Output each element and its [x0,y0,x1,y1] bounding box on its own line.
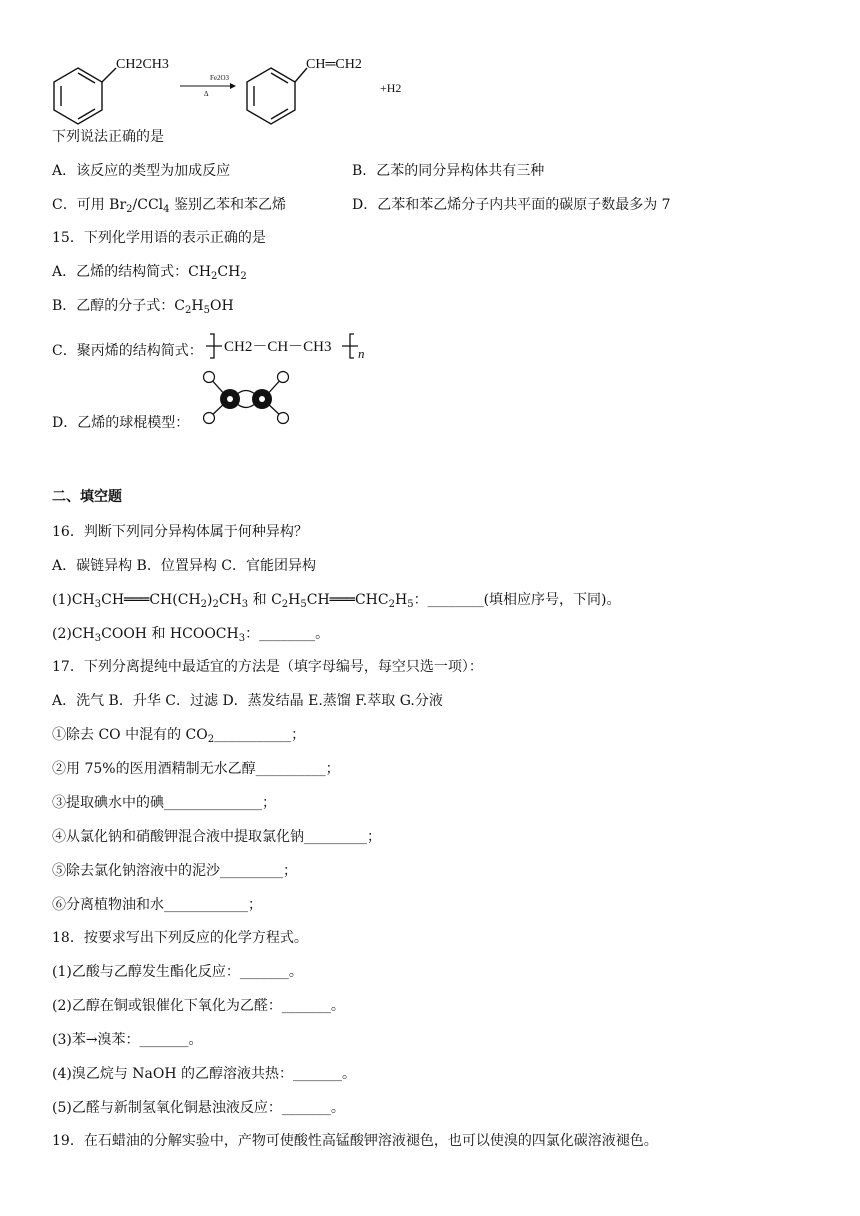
section-title-fill-in: 二、填空题 [52,489,122,505]
polymer-degree-n: n [358,346,364,361]
q14-option-b: B．乙苯的同分异构体共有三种 [352,163,545,179]
ethylbenzene-structure [54,68,116,124]
q18-item-2: (2)乙醇在铜或银催化下氧化为乙醛：_______。 [52,998,345,1014]
q17-item-4: ④从氯化钠和硝酸钾混合液中提取氯化钠_________； [52,829,381,845]
reactant-ethyl-group: CH2CH3 [116,57,169,72]
styrene-structure [247,68,307,124]
q18-item-5: (5)乙醛与新制氢氧化铜悬浊液反应：_______。 [52,1100,345,1116]
q18-item-1: (1)乙酸与乙醇发生酯化反应：_______。 [52,964,303,980]
q19-stem: 19．在石蜡油的分解实验中，产物可使酸性高锰酸钾溶液褪色，也可以使溴的四氯化碳溶液褪色。 [52,1133,658,1149]
q17-options: A．洗气 B．升华 C．过滤 D．蒸发结晶 E.蒸馏 F.萃取 G.分液 [52,693,443,709]
q16-options: A．碳链异构 B．位置异构 C．官能团异构 [52,558,317,574]
q14-stem: 下列说法正确的是 [52,129,164,145]
q18-item-4: (4)溴乙烷与 NaOH 的乙醇溶液共热：_______。 [52,1066,357,1082]
ethylene-ball-stick-model [196,368,296,428]
q17-item-5: ⑤除去氯化钠溶液中的泥沙_________； [52,863,297,879]
q16-item-2: $(2)CH_3COOH$ 和 $HCOOCH_3$：________。 [52,626,330,644]
q14-option-c: C．可用 $Br_2/CCl_4$ 鉴别乙苯和苯乙烯 [52,197,286,215]
q18-item-3: (3)苯→溴苯：_______。 [52,1032,203,1048]
q17-stem: 17．下列分离提纯中最适宜的方法是（填字母编号，每空只选一项）： [52,659,483,675]
q17-item-1: ①除去 CO 中混有的 $CO_2\_\_\_\_\_\_\_\_\_\_\_$； [52,727,306,745]
q15-stem: 15．下列化学用语的表示正确的是 [52,230,266,246]
q17-item-6: ⑥分离植物油和水____________； [52,897,262,913]
condition-label: Δ [204,90,209,98]
q18-stem: 18．按要求写出下列反应的化学方程式。 [52,930,308,946]
q16-item-1: $(1)CH_3CH═══CH(CH_2)_2CH_3$ 和 $C_2H_5CH═══CHC_2H_5$：________(填相应序号，下同)。 [52,592,621,610]
polypropylene-formula [204,328,364,364]
q15-option-b: B．乙醇的分子式：$C_2H_5OH$ [52,298,234,316]
q14-option-d: D．乙苯和苯乙烯分子内共平面的碳原子数最多为 7 [352,197,671,213]
q15-option-a: A．乙烯的结构简式：$CH_2CH_2$ [52,264,247,282]
catalyst-label: Fe2O3 [210,74,230,82]
reaction-scheme [40,40,460,140]
q15-option-c-label: C．聚丙烯的结构简式： [52,343,203,359]
arrow-head [230,83,236,89]
product-vinyl-group: CH═CH2 [306,57,362,72]
q15-option-d-label: D．乙烯的球棍模型： [52,415,190,431]
q16-stem: 16．判断下列同分异构体属于何种异构？ [52,524,308,540]
polypropylene-chain: CH2－CH－CH3 [224,339,332,355]
q17-item-3: ③提取碘水中的碘______________； [52,795,276,811]
q17-item-2: ②用 75%的医用酒精制无水乙醇__________； [52,761,340,777]
q14-option-a: A．该反应的类型为加成反应 [52,163,231,179]
byproduct-h2: +H2 [380,81,402,95]
